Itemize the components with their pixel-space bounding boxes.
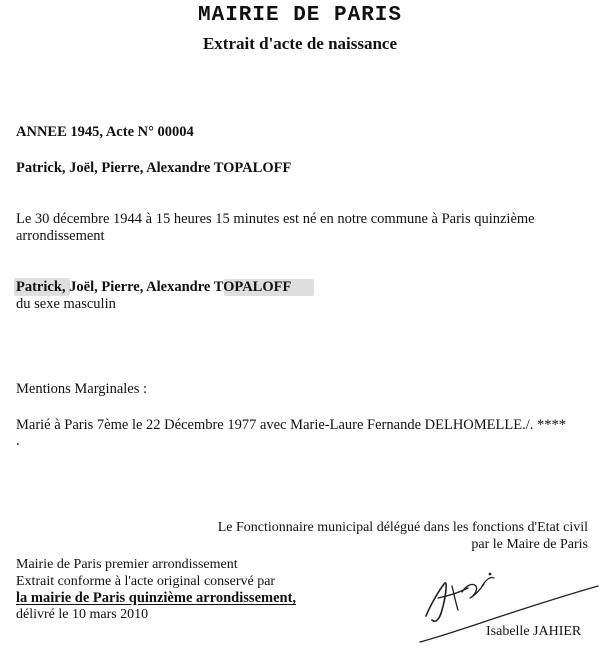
signatory-name: Isabelle JAHIER [486,624,582,639]
child-given-names: Patrick, Joël, Pierre, Alexandre [16,279,214,295]
child-sex: du sexe masculin [16,296,116,312]
marginal-mention-text: Marié à Paris 7ème le 22 Décembre 1977 avec Marie-Laure Fernande DELHOMELLE./. **** [16,417,566,433]
act-reference: ANNEE 1945, Acte N° 00004 [16,124,194,140]
marginal-mentions-label: Mentions Marginales : [16,381,148,397]
child-name [16,279,291,296]
document-subtitle: Extrait d'acte de naissance [202,34,398,53]
official-title-line-1: Le Fonctionnaire municipal délégué dans les fonctions d'Etat civil [217,520,588,535]
issuance-line-1: Mairie de Paris premier arrondissement [16,557,238,572]
birth-statement-line-2: arrondissement [16,228,105,244]
child-surname: TOPALOFF [213,279,292,295]
issuance-line-2: Extrait conforme à l'acte original conservé par [16,574,276,589]
official-title-line-2: par le Maire de Paris [471,537,588,552]
issuance-line-3: la mairie de Paris quinzième arrondissement, [16,590,297,606]
document-title: MAIRIE DE PARIS [197,4,403,27]
full-name: Patrick, Joël, Pierre, Alexandre TOPALOFF [16,160,292,176]
marginal-mention-dot: . [16,433,20,449]
issuance-line-4: délivré le 10 mars 2010 [16,607,149,622]
birth-statement-line-1: Le 30 décembre 1944 à 15 heures 15 minutes est né en notre commune à Paris quinzième [16,211,535,227]
